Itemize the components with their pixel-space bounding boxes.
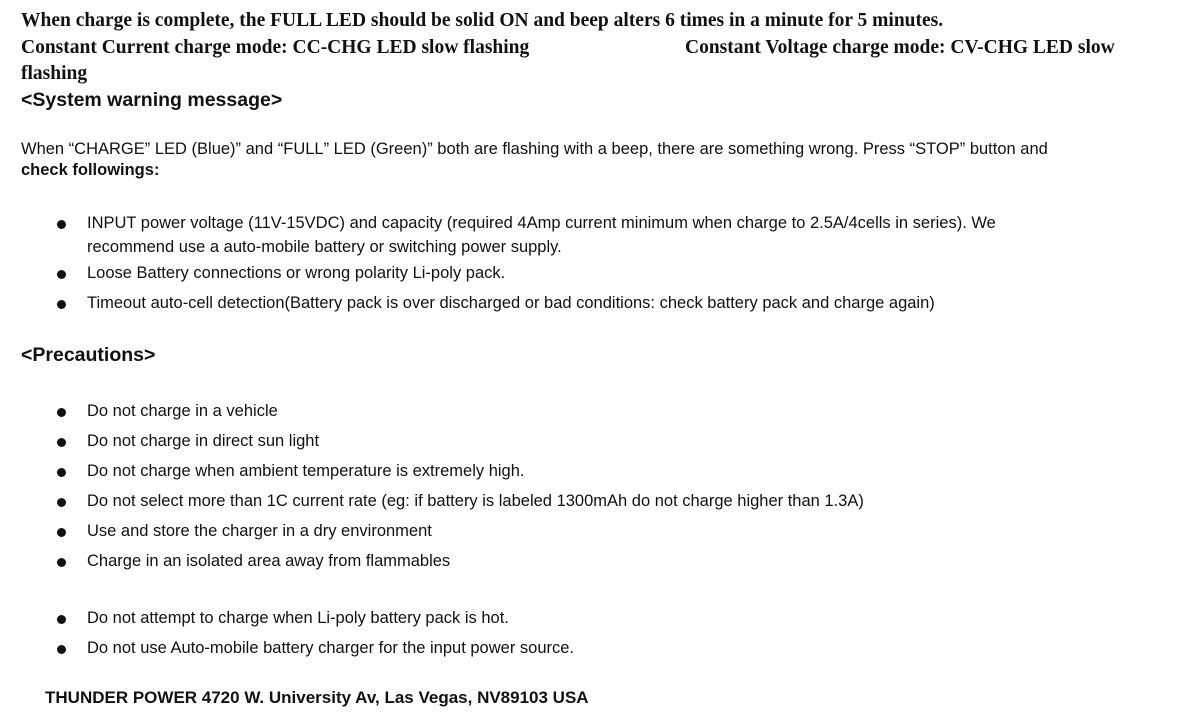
- list-item-text: Timeout auto-cell detection(Battery pack is over discharged or bad conditions: check battery pack and charge again): [87, 294, 935, 312]
- list-item-text: INPUT power voltage (11V-15VDC) and capacity (required 4Amp current minimum when charge to 2.5A/4cells in series). We: [87, 214, 996, 232]
- list-item-text: Do not charge in direct sun light: [87, 432, 320, 450]
- system-warning-heading: <System warning message>: [21, 89, 283, 111]
- company-address: THUNDER POWER 4720 W. University Av, Las Vegas, NV89103 USA: [45, 688, 589, 707]
- bullet-icon: [57, 270, 66, 279]
- bullet-icon: [57, 558, 66, 567]
- warning-intro-text: When “CHARGE” LED (Blue)” and “FULL” LED (Green)” both are flashing with a beep, there are something wrong. Press “STOP” button and: [21, 140, 1048, 158]
- list-item-text: Do not charge in a vehicle: [87, 402, 278, 420]
- list-item-text: Charge in an isolated area away from flammables: [87, 552, 451, 570]
- list-item-text: Use and store the charger in a dry environment: [87, 522, 432, 540]
- list-item-text: recommend use a auto-mobile battery or switching power supply.: [87, 238, 562, 256]
- cc-mode-note: Constant Current charge mode: CC-CHG LED slow flashing: [21, 37, 530, 58]
- list-item-text: Do not charge when ambient temperature is extremely high.: [87, 462, 525, 480]
- bullet-icon: [57, 615, 66, 624]
- list-item-text: Do not select more than 1C current rate (eg: if battery is labeled 1300mAh do not charge higher than 1.3A): [87, 492, 864, 510]
- cv-mode-note: Constant Voltage charge mode: CV-CHG LED slow: [685, 37, 1115, 58]
- warning-intro-text-continued: check followings:: [21, 161, 160, 179]
- cv-mode-note-continued: flashing: [21, 63, 88, 84]
- list-item-text: Do not attempt to charge when Li-poly battery pack is hot.: [87, 609, 509, 627]
- bullet-icon: [57, 468, 66, 477]
- bullet-icon: [57, 300, 66, 309]
- list-item-text: Loose Battery connections or wrong polarity Li-poly pack.: [87, 264, 506, 282]
- bullet-icon: [57, 645, 66, 654]
- list-item-text: Do not use Auto-mobile battery charger for the input power source.: [87, 639, 575, 657]
- bullet-icon: [57, 408, 66, 417]
- bullet-icon: [57, 438, 66, 447]
- full-led-note: When charge is complete, the FULL LED should be solid ON and beep alters 6 times in a minute for 5 minutes.: [21, 10, 944, 31]
- precautions-heading: <Precautions>: [21, 344, 156, 366]
- bullet-icon: [57, 498, 66, 507]
- bullet-icon: [57, 220, 66, 229]
- bullet-icon: [57, 528, 66, 537]
